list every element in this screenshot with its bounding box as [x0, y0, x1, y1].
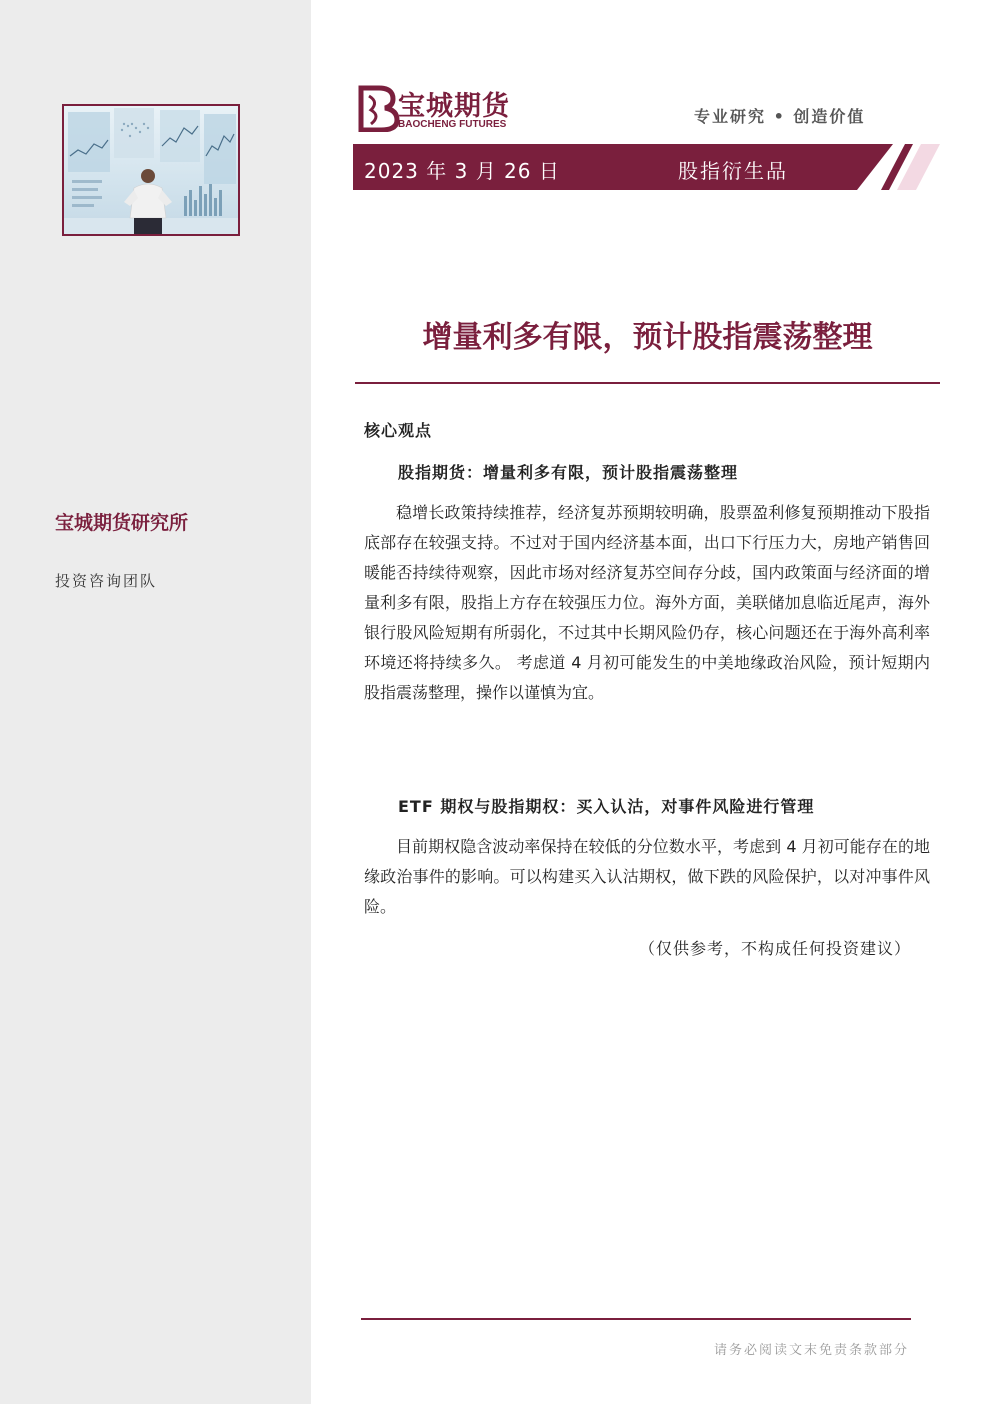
subsection-heading: 股指期货：增量利多有限，预计股指震荡整理	[398, 463, 739, 482]
paragraph: 稳增长政策持续推荐，经济复苏预期较明确，股票盈利修复预期推动下股指底部存在较强支持。不过对于国内经济基本面，出口下行压力大，房地产销售回暖能否持续待观察，因此市场对经济复苏空间存分歧，国内政策面与经济面的增量利多有限，股指上方存在较强压力位。海外方面，美联储加息临近尾声，海外银行股风险短期有所弱化，不过其中长期风险仍存，核心问题还在于海外高利率环境还将持续多久。 考虑道 4 月初可能发生的中美地缘政治风险，预计短期内股指震荡整理，操作以谨慎为宜。	[364, 503, 930, 702]
brand-name-cn: 宝城期货	[398, 91, 510, 122]
report-category: 股指衍生品	[678, 159, 788, 183]
subsection-heading: ETF 期权与股指期权：买入认沽，对事件风险进行管理	[398, 797, 815, 816]
title-divider	[355, 382, 940, 384]
report-title: 增量利多有限，预计股指震荡整理	[422, 320, 873, 355]
sidebar-institute-name: 宝城期货研究所	[55, 512, 189, 534]
sidebar-team-name: 投资咨询团队	[55, 572, 158, 590]
paragraph: 目前期权隐含波动率保持在较低的分位数水平，考虑到 4 月初可能存在的地缘政治事件的影响。可以构建买入认沽期权，做下跌的风险保护，以对冲事件风险。	[364, 837, 930, 916]
section-heading: 核心观点	[364, 421, 433, 440]
sidebar	[0, 0, 311, 1404]
brand-slogan: 专业研究 • 创造价值	[694, 107, 866, 126]
hero-image	[62, 104, 240, 236]
brand-name-en: BAOCHENG FUTURES	[398, 119, 507, 130]
analyst-viewing-financial-charts-image	[64, 106, 238, 234]
disclaimer-note: （仅供参考，不构成任何投资建议）	[638, 939, 911, 958]
footer-divider	[361, 1318, 911, 1320]
report-date: 2023 年 3 月 26 日	[364, 159, 560, 183]
footer-note: 请务必阅读文末免责条款部分	[713, 1343, 909, 1358]
